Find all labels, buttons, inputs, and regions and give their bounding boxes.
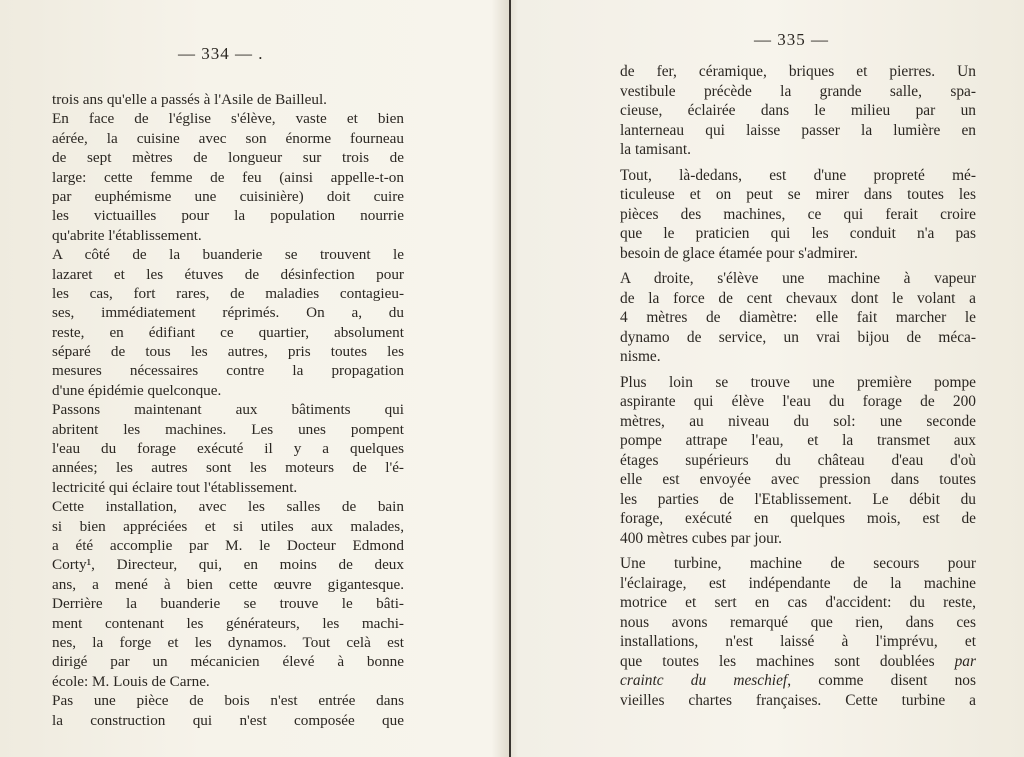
text-line: mètres, au niveau du sol: une seconde	[620, 412, 976, 430]
italic-fragment: par	[954, 652, 976, 670]
text-line: reste, en édifiant ce quartier, absolument	[52, 323, 404, 341]
text-line: Une turbine, machine de secours pour	[620, 555, 976, 572]
text-line: Corty¹, Directeur, qui, en moins de deux	[52, 556, 404, 574]
page-number-left: — 334 — .	[178, 44, 264, 63]
left-page	[52, 0, 404, 757]
text-line: motrice et sert en cas d'accident: du reste,	[620, 594, 976, 611]
text-line: séparé de tous les autres, pris toutes les	[52, 343, 404, 361]
text-line: aérée, la cuisine avec son énorme fourneau	[52, 129, 404, 147]
text-line: forage, exécuté en quelques mois, est de	[620, 510, 976, 527]
book-gutter	[509, 0, 511, 757]
text-line: qu'abrite l'établissement.	[52, 226, 202, 244]
text-line: les victuailles pour la population nourrie	[52, 207, 404, 225]
text-line: nous avons remarqué que rien, dans ces	[620, 613, 976, 631]
text-line: école: M. Louis de Carne.	[52, 672, 210, 690]
text-line: étages supérieurs du château d'eau d'où	[620, 451, 976, 469]
text-line: la tamisant.	[620, 141, 691, 158]
text-line: d'une épidémie quelconque.	[52, 381, 222, 399]
text-line: abritent les machines. Les unes pompent	[52, 420, 404, 438]
page-number-right: — 335 —	[754, 30, 829, 49]
text-line: En face de l'église s'élève, vaste et bien	[52, 110, 404, 128]
text-line: l'eau du forage exécuté il y a quelques	[52, 440, 404, 458]
text-line: les cas, fort rares, de maladies contagieu-	[52, 284, 404, 302]
text-line: les parties de l'Etablissement. Le débit du	[620, 490, 976, 508]
text-line: mesures nécessaires contre la propagation	[52, 362, 404, 380]
text-line: A droite, s'élève une machine à vapeur	[620, 270, 976, 287]
text-line: l'éclairage, est indépendante de la machine	[620, 574, 976, 592]
text-line: par euphémisme une cuisinière) doit cuire	[52, 187, 404, 205]
right-page-text	[620, 62, 976, 710]
text-line: pièces des machines, ce qui ferait croire	[620, 205, 976, 223]
text-line: dirigé par un mécanicien élevé à bonne	[52, 653, 404, 671]
text-line: cieuse, éclairée dans le milieu par un	[620, 102, 976, 119]
text-line: trois ans qu'elle a passés à l'Asile de Bailleul.	[52, 91, 327, 108]
text-line: Derrière la buanderie se trouve le bâti-	[52, 595, 404, 613]
text-line: A côté de la buanderie se trouvent le	[52, 246, 404, 264]
text-fragment: que toutes les machines sont doublées	[620, 652, 935, 670]
text-line: Plus loin se trouve une première pompe	[620, 373, 976, 391]
text-line: besoin de glace étamée pour s'admirer.	[620, 244, 858, 262]
text-line: vieilles chartes françaises. Cette turbine a	[620, 691, 976, 709]
text-line: Pas une pièce de bois n'est entrée dans	[52, 692, 404, 710]
left-page-text	[52, 90, 404, 730]
text-line: nisme.	[620, 348, 661, 365]
text-line: a été accomplie par M. le Docteur Edmond	[52, 536, 404, 554]
italic-fragment: craintc du meschief	[620, 672, 788, 689]
text-line: lanterneau qui laisse passer la lumière en	[620, 121, 976, 139]
text-line: 4 mètres de diamètre: elle fait marcher le	[620, 309, 976, 326]
right-page	[620, 0, 976, 757]
text-line: ment contenant les générateurs, les machi-	[52, 614, 404, 632]
text-line: ticuleuse et on peut se mirer dans toutes les	[620, 186, 976, 203]
text-line: Cette installation, avec les salles de bain	[52, 498, 404, 516]
text-line: lectricité qui éclaire tout l'établissement.	[52, 478, 298, 496]
text-line: ses, immédiatement réprimés. On a, du	[52, 304, 404, 322]
text-line: large: cette femme de feu (ainsi appelle-t-on	[52, 168, 404, 186]
text-line: Tout, là-dedans, est d'une propreté mé-	[620, 166, 976, 184]
text-line: si bien appréciées et si utiles aux malades,	[52, 517, 404, 535]
text-line: pompe attrape l'eau, et la transmet aux	[620, 432, 976, 449]
text-line: dynamo de service, un vrai bijou de méca-	[620, 328, 976, 346]
text-line: ans, a mené à bien cette œuvre gigantesque.	[52, 575, 404, 593]
text-line-with-italic	[620, 671, 976, 691]
text-line: que le praticien qui les conduit n'a pas	[620, 225, 976, 242]
text-line: installations, n'est laissé à l'imprévu, et	[620, 633, 976, 650]
text-line: nes, la forge et les dynamos. Tout celà est	[52, 633, 404, 651]
text-line: de sept mètres de longueur sur trois de	[52, 149, 404, 167]
text-line-with-italic	[620, 652, 976, 672]
text-line: Passons maintenant aux bâtiments qui	[52, 401, 404, 419]
text-line: de fer, céramique, briques et pierres. Un	[620, 63, 976, 80]
text-line: elle est envoyée avec pression dans toutes	[620, 471, 976, 488]
text-line: aspirante qui élève l'eau du forage de 200	[620, 393, 976, 410]
text-line: la construction qui n'est composée que	[52, 711, 404, 729]
text-fragment: , comme disent nos	[787, 672, 976, 689]
text-line: vestibule précède la grande salle, spa-	[620, 82, 976, 100]
text-line: 400 mètres cubes par jour.	[620, 529, 782, 547]
text-line: années; les autres sont les moteurs de l'é-	[52, 459, 404, 477]
text-line: lazaret et les étuves de désinfection pour	[52, 265, 404, 283]
text-line: de la force de cent chevaux dont le volant a	[620, 289, 976, 307]
